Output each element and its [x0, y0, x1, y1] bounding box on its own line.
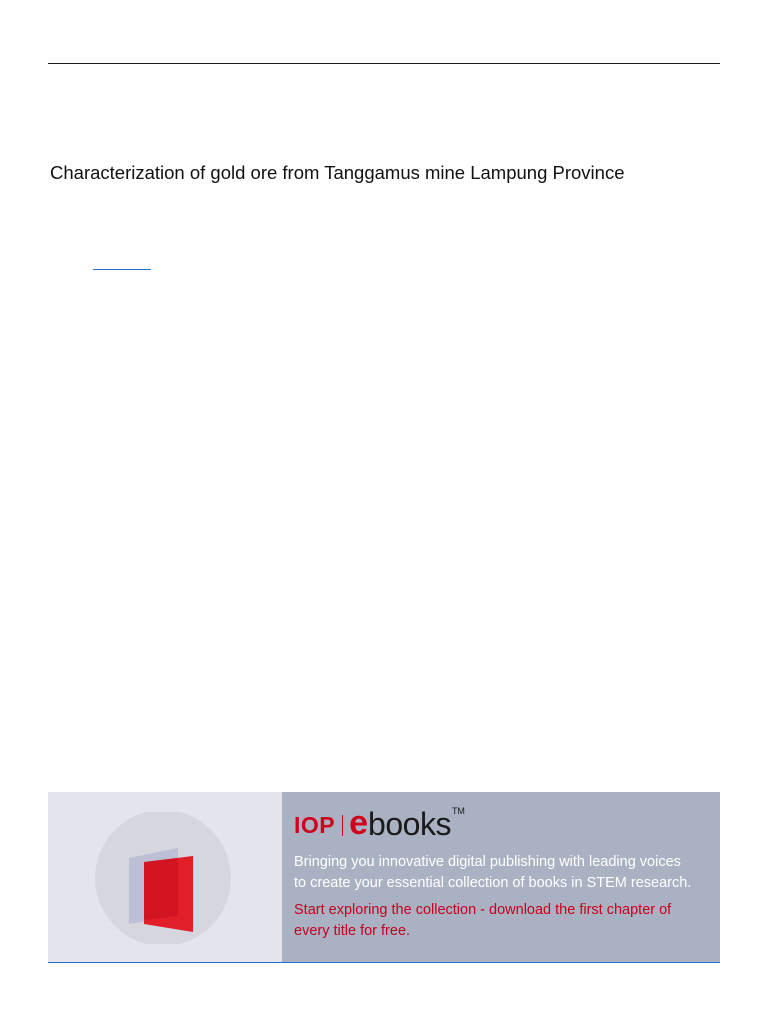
logo-trademark: TM	[451, 806, 465, 816]
tagline-line-2: to create your essential collection of books in STEM research.	[294, 875, 692, 891]
banner-text-panel	[282, 792, 720, 962]
iop-ebooks-logo	[294, 804, 465, 840]
header-rule	[48, 63, 720, 64]
banner-bottom-rule	[48, 962, 720, 963]
banner-tagline	[294, 852, 714, 894]
cta-line-2: every title for free.	[294, 923, 411, 939]
logo-separator	[342, 815, 343, 836]
cta-line-1: Start exploring the collection - download the first chapter of	[294, 902, 672, 918]
tagline-line-1: Bringing you innovative digital publishing with leading voices	[294, 854, 681, 870]
banner-illustration-panel	[48, 792, 282, 962]
logo-books: books	[368, 806, 451, 842]
logo-iop: IOP	[294, 812, 336, 838]
document-title: Characterization of gold ore from Tanggamus mine Lampung Province	[50, 162, 625, 183]
banner-cta-link[interactable]	[294, 900, 714, 942]
ebooks-banner[interactable]	[48, 792, 720, 962]
book-icon	[94, 812, 234, 944]
author-link[interactable]	[93, 269, 151, 270]
logo-e: e	[349, 804, 369, 842]
